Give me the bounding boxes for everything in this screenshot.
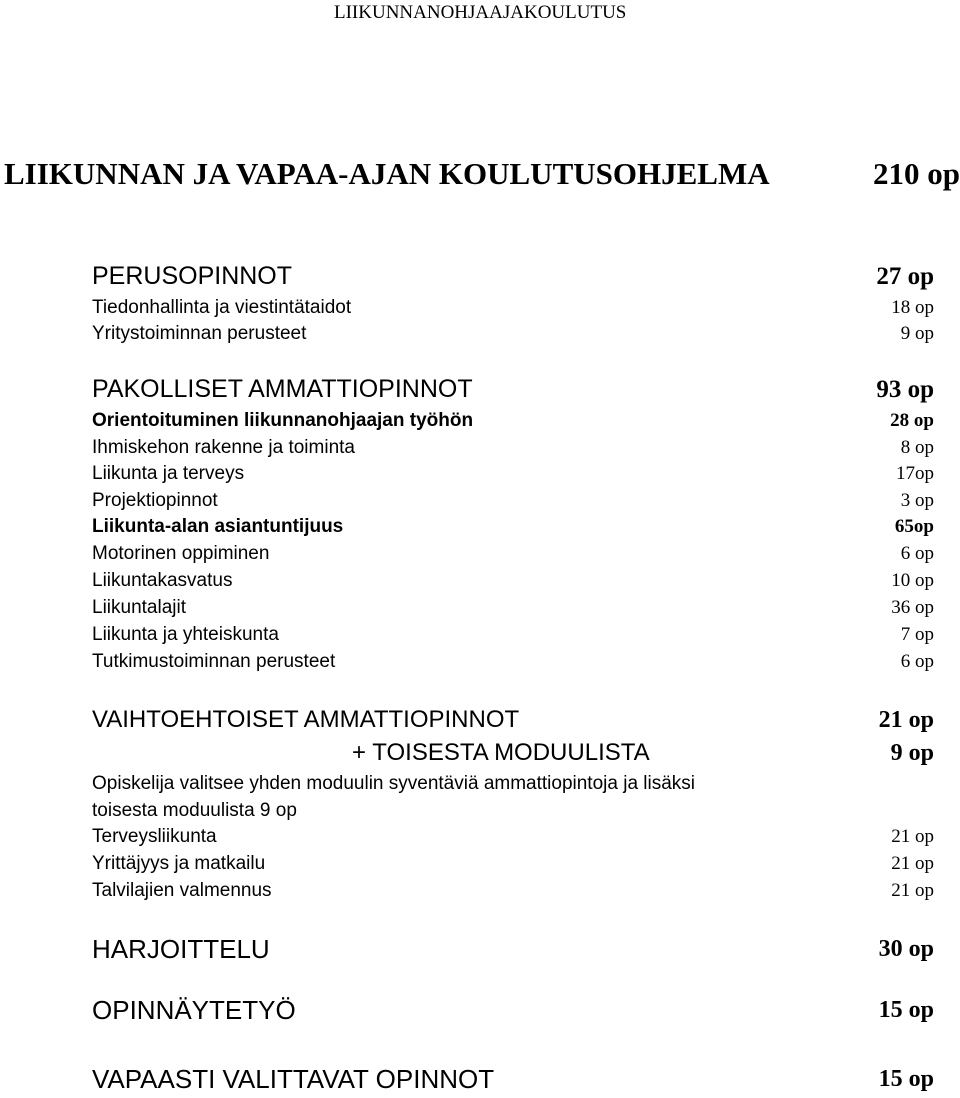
course-label: Liikuntalajit <box>92 597 186 618</box>
course-credits: 17op <box>896 463 934 484</box>
course-label: Terveysliikunta <box>92 826 217 847</box>
section-subheading-credits: 9 op <box>890 740 934 766</box>
course-label: Tiedonhallinta ja viestintätaidot <box>92 297 352 318</box>
course-label: Projektiopinnot <box>92 490 218 511</box>
section-heading-harjoittelu: HARJOITTELU <box>92 934 270 964</box>
section-note: Opiskelija valitsee yhden moduulin syventäviä ammattiopintoja ja lisäksi <box>92 773 696 794</box>
course-credits: 3 op <box>900 490 934 511</box>
course-group-label: Liikunta-alan asiantuntijuus <box>92 516 344 537</box>
course-label: Liikuntakasvatus <box>92 570 233 591</box>
section-credits-pakolliset: 93 op <box>876 376 934 403</box>
course-credits: 6 op <box>900 543 934 564</box>
section-heading-vapaasti: VAPAASTI VALITTAVAT OPINNOT <box>92 1064 495 1094</box>
course-credits: 9 op <box>900 323 934 344</box>
section-heading-vaihtoehtoiset: VAIHTOEHTOISET AMMATTIOPINNOT <box>92 706 520 733</box>
course-label: Motorinen oppiminen <box>92 543 270 564</box>
course-label: Yritystoiminnan perusteet <box>92 323 307 344</box>
course-label: Liikunta ja yhteiskunta <box>92 624 279 645</box>
section-credits-vaihtoehtoiset: 21 op <box>878 707 934 733</box>
course-credits: 10 op <box>891 570 934 591</box>
section-note: toisesta moduulista 9 op <box>92 800 297 821</box>
document-title: LIIKUNNAN JA VAPAA-AJAN KOULUTUSOHJELMA <box>4 156 770 191</box>
section-credits-harjoittelu: 30 op <box>878 936 934 962</box>
course-credits: 18 op <box>891 297 934 318</box>
course-credits: 21 op <box>891 853 934 874</box>
course-credits: 7 op <box>900 624 934 645</box>
course-label: Yrittäjyys ja matkailu <box>92 853 266 874</box>
course-group-credits: 28 op <box>890 410 934 431</box>
document-title-credits: 210 op <box>873 156 960 191</box>
course-group-label: Orientoituminen liikunnanohjaajan työhön <box>92 410 474 431</box>
course-label: Ihmiskehon rakenne ja toiminta <box>92 437 355 458</box>
course-credits: 8 op <box>900 437 934 458</box>
course-label: Talvilajien valmennus <box>92 880 272 901</box>
course-credits: 21 op <box>891 826 934 847</box>
course-credits: 36 op <box>891 597 934 618</box>
section-credits-perusopinnot: 27 op <box>876 263 934 290</box>
section-credits-vapaasti: 15 op <box>878 1066 934 1092</box>
running-header: LIIKUNNANOHJAAJAKOULUTUS <box>334 2 627 23</box>
course-credits: 21 op <box>891 880 934 901</box>
section-heading-perusopinnot: PERUSOPINNOT <box>92 262 293 290</box>
course-group-credits: 65op <box>894 516 934 537</box>
section-heading-opinnaytetyo: OPINNÄYTETYÖ <box>92 995 296 1025</box>
section-heading-pakolliset: PAKOLLISET AMMATTIOPINNOT <box>92 375 473 403</box>
section-subheading: + TOISESTA MODUULISTA <box>352 739 650 766</box>
section-credits-opinnaytetyo: 15 op <box>878 997 934 1023</box>
course-label: Liikunta ja terveys <box>92 463 245 484</box>
course-label: Tutkimustoiminnan perusteet <box>92 651 336 672</box>
course-credits: 6 op <box>900 651 934 672</box>
